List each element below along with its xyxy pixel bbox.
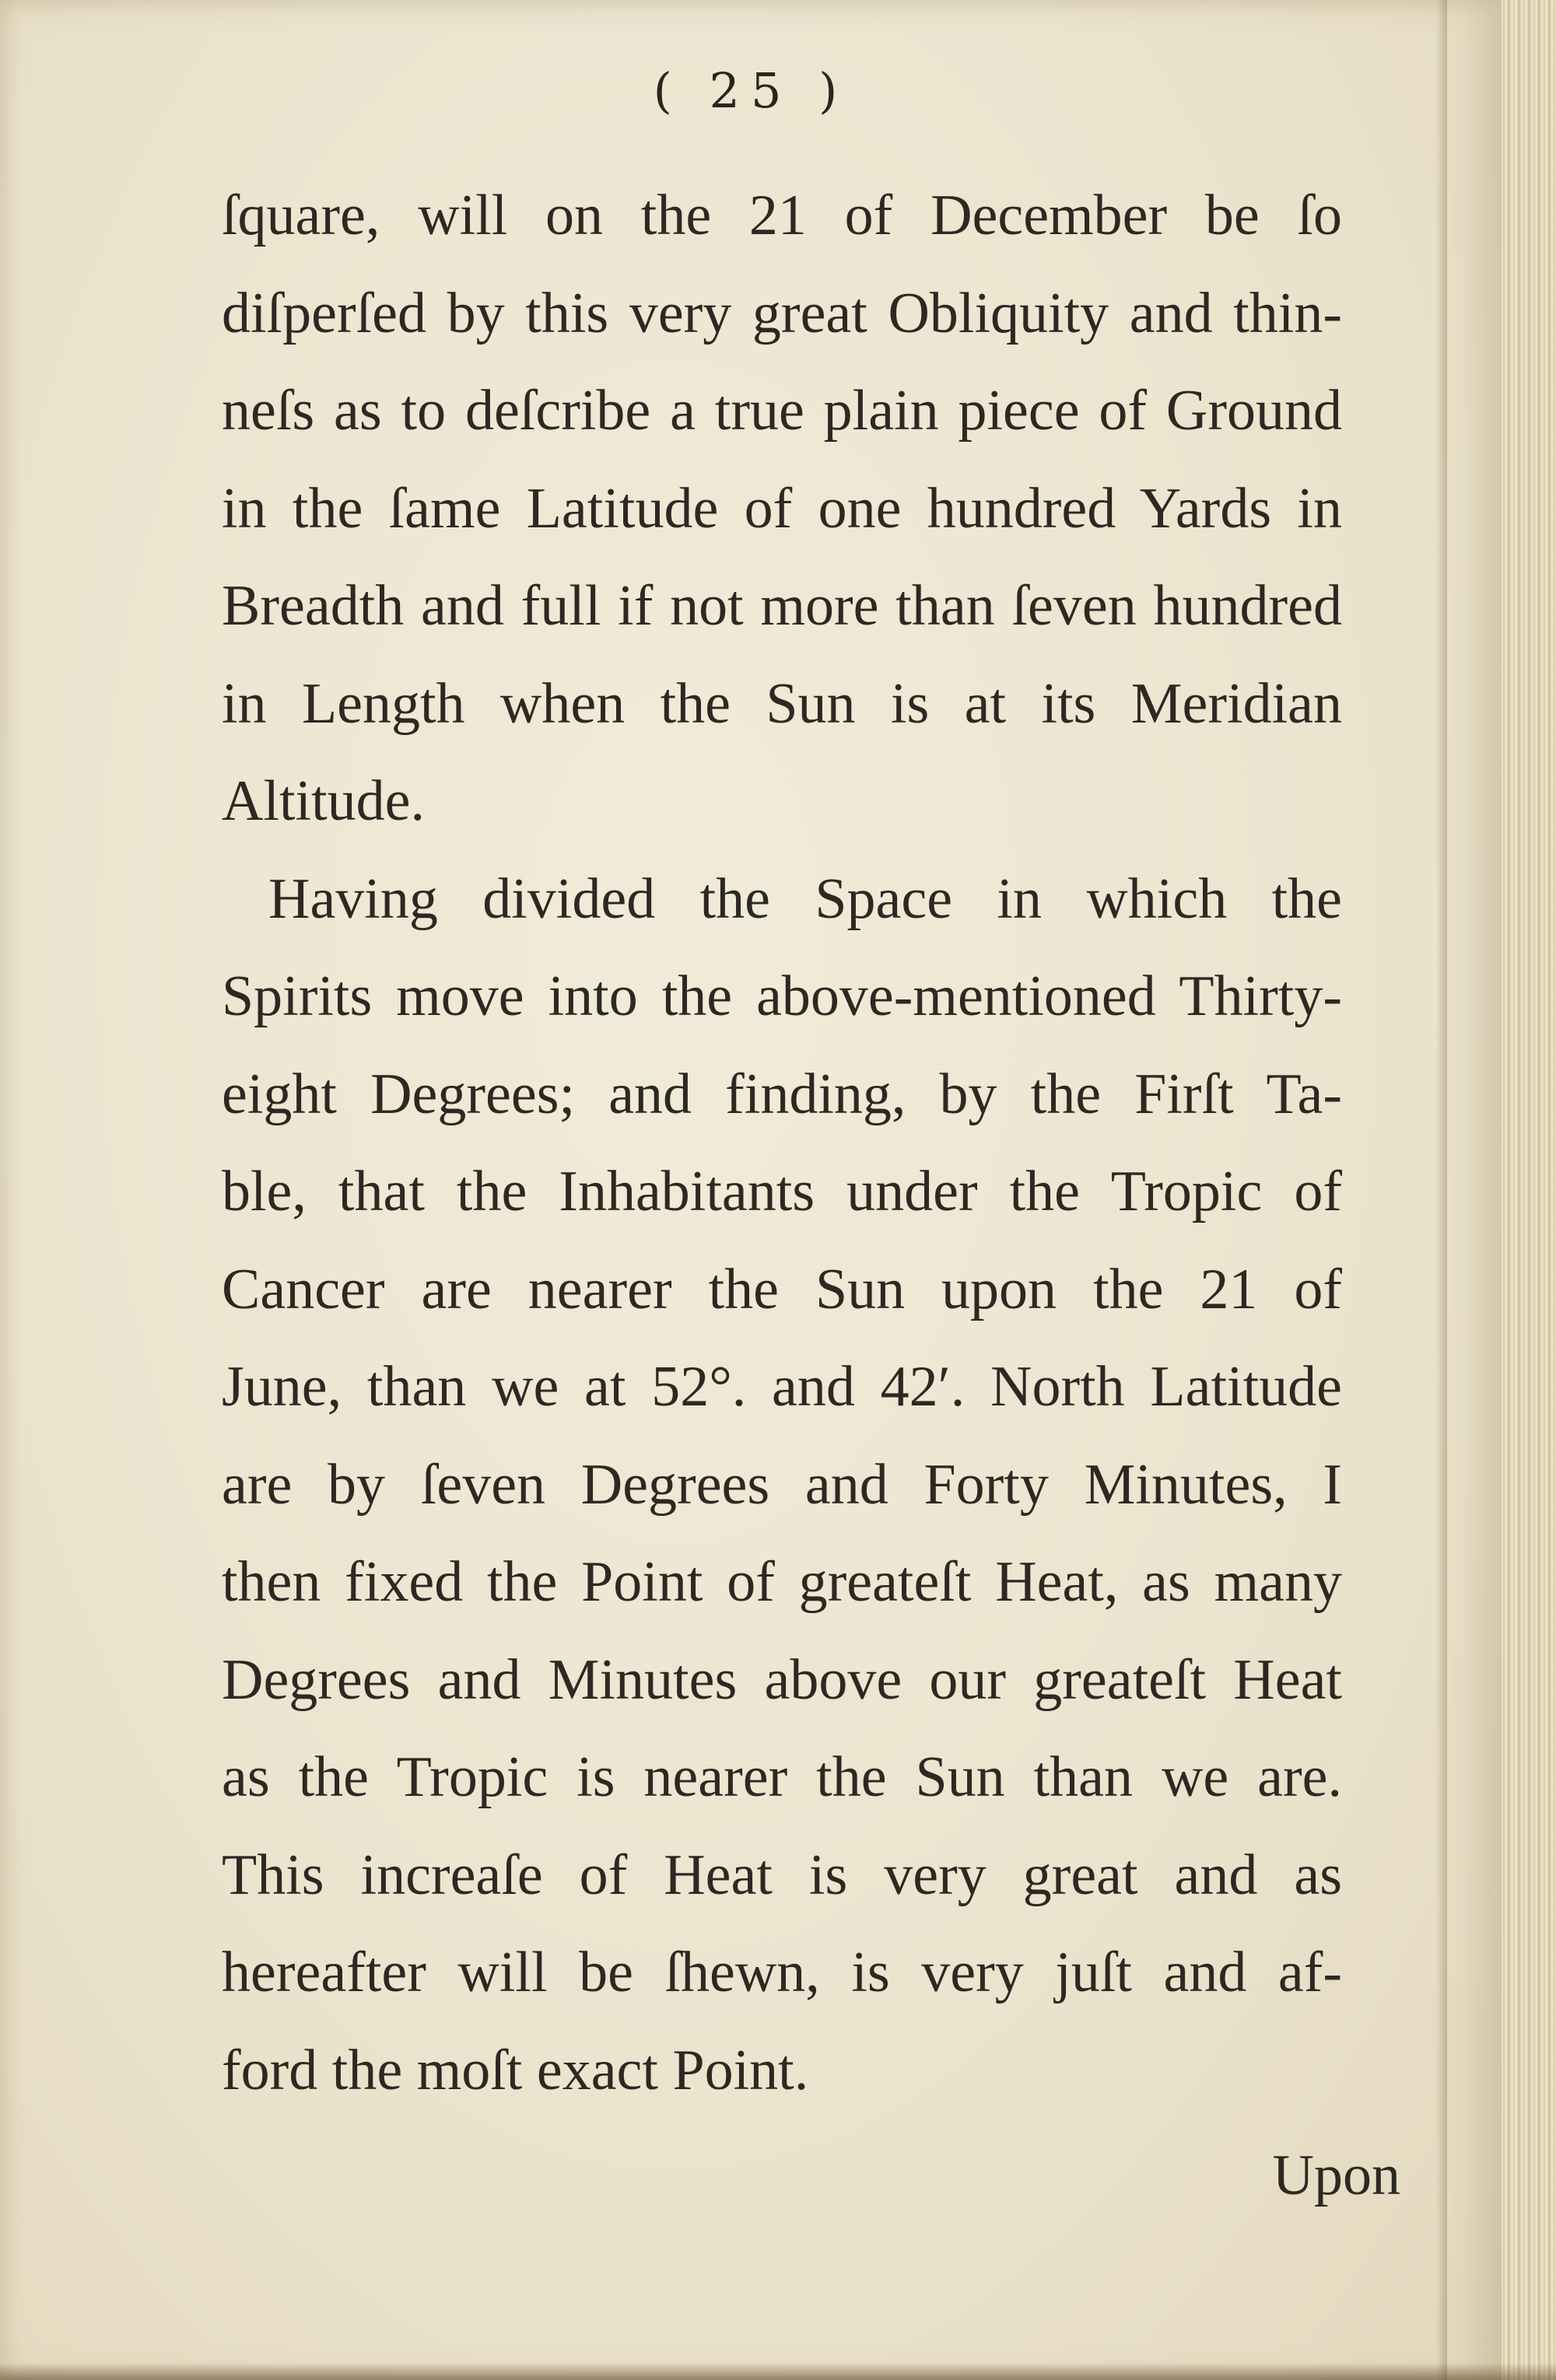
body-text — [222, 167, 1342, 2119]
text-line: in the ſame Latitude of one hundred Yards in — [222, 476, 1342, 541]
page-bottom-edge — [0, 2363, 1556, 2380]
page-number: ( 25 ) — [653, 62, 849, 119]
text-line: ſquare, will on the 21 of December be ſo — [222, 184, 1342, 247]
text-line: ble, that the Inhabitants under the Tropic of — [222, 1160, 1342, 1223]
text-line: then fixed the Point of greateſt Heat, as many — [222, 1550, 1342, 1614]
text-line: Spirits move into the above-mentioned Thirty- — [222, 964, 1342, 1028]
text-line: This increaſe of Heat is very great and as — [222, 1843, 1342, 1907]
text-line: eight Degrees; and finding, by the Firſt Ta- — [222, 1062, 1342, 1126]
paragraph-1 — [222, 167, 1342, 851]
text-line: diſperſed by this very great Obliquity and thin- — [222, 281, 1342, 345]
gutter-shadow — [1436, 0, 1447, 2380]
text-line: Breadth and full if not more than ſeven hundred — [222, 574, 1342, 638]
text-line: June, than we at 52°. and 42′. North Latitude — [222, 1355, 1342, 1419]
paragraph-2 — [222, 851, 1342, 2120]
text-line: Having divided the Space in which the — [268, 866, 1342, 931]
text-line: in Length when the Sun is at its Meridian — [222, 671, 1342, 736]
text-line: neſs as to deſcribe a true plain piece of Ground — [222, 379, 1342, 443]
text-line: as the Tropic is nearer the Sun than we are. — [222, 1745, 1342, 1809]
text-line: ford the moſt exact Point. — [222, 2038, 809, 2102]
text-line: Cancer are nearer the Sun upon the 21 of — [222, 1257, 1342, 1321]
text-line: hereafter will be ſhewn, is very juſt and af- — [222, 1941, 1342, 2004]
text-line: Altitude. — [222, 769, 426, 833]
catchword: Upon — [1272, 2144, 1400, 2207]
text-line: are by ſeven Degrees and Forty Minutes, I — [222, 1452, 1342, 1517]
text-line: Degrees and Minutes above our greateſt Heat — [222, 1647, 1342, 1712]
page-fore-edge — [1502, 0, 1556, 2380]
